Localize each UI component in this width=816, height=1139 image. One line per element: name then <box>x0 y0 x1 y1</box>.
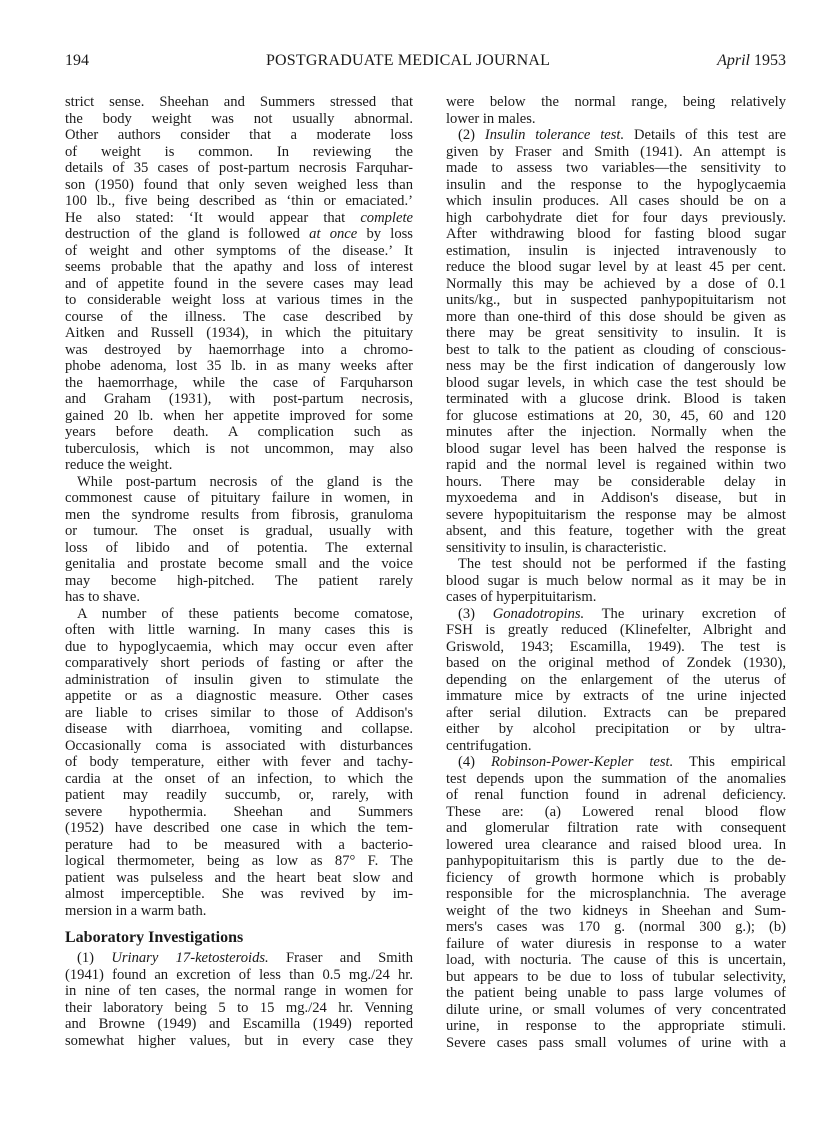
text-line: ness may be the first indication of dangerously low <box>446 358 786 374</box>
text-line: Occasionally coma is associated with disturbances <box>65 737 413 754</box>
right-column <box>446 94 786 1051</box>
text-line: panhypopituitarism this is partly due to the de- <box>446 853 786 869</box>
text-line: men the syndrome results from fibrosis, granuloma <box>65 506 413 523</box>
paragraph <box>65 474 413 606</box>
text-line: of weight and other symptoms of the disease.’ It <box>65 242 413 259</box>
text-line: cases of hyperpituitarism. <box>446 589 597 605</box>
text-line: often with little warning. In many cases this is <box>65 622 413 638</box>
text-line: son (1950) found that only seven weighed less than <box>65 176 413 193</box>
text-line: reduce the weight. <box>65 457 173 473</box>
paragraph <box>446 556 786 606</box>
left-column <box>65 94 413 1049</box>
text-line: due to hypoglycaemia, which may occur even after <box>65 638 413 655</box>
text-line: reduce the blood sugar level by at least 45 per cent. <box>446 259 786 275</box>
text-line: load, with nocturia. The cause of this is uncertain, <box>446 952 786 968</box>
text-line: cardia at the onset of an infection, to which the <box>65 770 413 787</box>
text-line: seems probable that the apathy and loss of interest <box>65 259 413 275</box>
text-line: somewhat higher values, but in every case they <box>65 1032 413 1049</box>
text-line: Aitken and Russell (1934), in which the pituitary <box>65 325 413 341</box>
text-line: may become high-pitched. The patient rarely <box>65 572 413 589</box>
text-line: minutes after the injection. Normally when the <box>446 424 786 440</box>
text-line: details of 35 cases of post-partum necrosis Farquhar- <box>65 160 413 176</box>
text-line: gained 20 lb. when her appetite improved for some <box>65 407 413 424</box>
text-line: test depends upon the summation of the anomalies <box>446 770 786 787</box>
text-line: was destroyed by haemorrhage into a chromo- <box>65 341 413 358</box>
text-line: Severe cases pass small volumes of urine with a <box>446 1034 786 1051</box>
text-line: logical thermometer, being as low as 87° F. The <box>65 853 413 869</box>
text-line: the body weight was not usually abnormal. <box>65 110 413 127</box>
paragraph <box>65 94 413 474</box>
text-line: course of the illness. The case described by <box>65 308 413 325</box>
text-line: of renal function found in adrenal deficiency. <box>446 787 786 803</box>
text-line: based on the original method of Zondek (1930), <box>446 655 786 671</box>
text-line: lowered urea clearance and raised blood urea. In <box>446 836 786 853</box>
text-line: and glomerular filtration rate with consequent <box>446 820 786 836</box>
text-line: insulin and the response to the hypoglycaemia <box>446 176 786 193</box>
paragraph <box>65 606 413 920</box>
text-line: immature mice by extracts of tne urine injected <box>446 688 786 704</box>
text-line: urine, in response to the appropriate stimuli. <box>446 1018 786 1034</box>
text-line: terminated with a glucose drink. Blood is taken <box>446 391 786 407</box>
text-line: but appears to be due to loss of tubular selectivity, <box>446 968 786 985</box>
text-line: absent, and this feature, together with the great <box>446 523 786 539</box>
section-heading: Laboratory Investigations <box>65 929 244 946</box>
text-line: responsible for the microsplanchnia. The average <box>446 886 786 902</box>
text-line: and Graham (1931), with post-partum necrosis, <box>65 391 413 407</box>
text-line: hours. There may be considerable delay in <box>446 473 786 490</box>
text-line: loss of libido and of potentia. The external <box>65 539 413 556</box>
issue-year: 1953 <box>754 52 786 69</box>
italic-term: complete <box>360 209 413 226</box>
text-line: (1941) found an excretion of less than 0.5 mg./24 hr. <box>65 966 413 983</box>
text-line: These are: (a) Lowered renal blood flow <box>446 803 786 820</box>
text-line: their laboratory being 5 to 15 mg./24 hr. Venning <box>65 999 413 1016</box>
text-line: were below the normal range, being relatively <box>446 94 786 110</box>
text-line: appetite or as a diagnostic measure. Other cases <box>65 688 413 704</box>
issue-date <box>717 50 786 72</box>
text-line: units/kg., but in suspected panhypopituitarism not <box>446 292 786 308</box>
text-line: lower in males. <box>446 110 536 127</box>
text-line: comparatively short periods of fasting or after the <box>65 655 413 671</box>
text-line: tuberculosis, which is not uncommon, may also <box>65 440 413 457</box>
text-line: ficiency of growth hormone which is probably <box>446 869 786 886</box>
text-line: Normally this may be achieved by a dose of 0.1 <box>446 275 786 292</box>
text-line: depending on the enlargement of the uterus of <box>446 671 786 688</box>
text-line: after serial dilution. Extracts can be prepared <box>446 704 786 721</box>
text-line: FSH is greatly reduced (Klinefelter, Albright and <box>446 622 786 638</box>
text-line: of body temperature, either with fever and tachy- <box>65 754 413 770</box>
italic-term: Insulin tolerance test. <box>484 127 625 143</box>
italic-term: at once <box>309 226 358 242</box>
text-line: there may be great sensitivity to insulin. It is <box>446 325 786 341</box>
text-line: for glucose estimations at 20, 30, 45, 60 and 120 <box>446 407 786 424</box>
text-line: made to assess two variables—the sensitivity to <box>446 160 786 176</box>
text-line: sensitivity to insulin, is characteristic. <box>446 539 667 556</box>
text-line: Griswold, 1943; Escamilla, 1949). The test is <box>446 638 786 655</box>
text-line: blood sugar is much below normal as it may be in <box>446 572 786 589</box>
text-line: A number of these patients become comatose, <box>77 605 413 622</box>
text-line: failure of water diuresis in response to a water <box>446 935 786 952</box>
italic-term: Robinson-Power-Kepler test. <box>491 754 674 770</box>
text-line: patient was pulseless and the heart beat slow and <box>65 869 413 886</box>
text-line: genitalia and prostate become small and the voice <box>65 556 413 572</box>
text-line: 100 lb., five being described as ‘thin or emaciated.’ <box>65 193 413 209</box>
text-line: destruction of the gland is followed at once by loss <box>65 226 413 242</box>
paragraph <box>446 606 786 755</box>
italic-term: Urinary 17-ketosteroids. <box>111 950 269 966</box>
text-line: either by alcohol precipitation or by ultra- <box>446 721 786 737</box>
text-line: and of appetite found in the severe cases may lead <box>65 275 413 292</box>
paragraph <box>65 950 413 1049</box>
text-line: in nine of ten cases, the normal range in women for <box>65 983 413 999</box>
text-line: which insulin produces. All cases should be on a <box>446 193 786 209</box>
paragraph <box>446 754 786 1051</box>
text-line: are liable to crises similar to those of Addison's <box>65 704 413 721</box>
journal-title: POSTGRADUATE MEDICAL JOURNAL <box>265 52 551 69</box>
text-line: rapid and the normal level is regained within two <box>446 457 786 473</box>
text-line: phobe adenoma, lost 35 lb. in as many weeks after <box>65 358 413 374</box>
text-line: The test should not be performed if the fasting <box>458 556 786 572</box>
page-number: 194 <box>65 52 89 69</box>
text-line: years before death. A complication such as <box>65 424 413 440</box>
text-line: dilute urine, or small volumes of very concentrated <box>446 1001 786 1018</box>
text-line: blood sugar levels, in which case the test should be <box>446 374 786 391</box>
text-line: has to shave. <box>65 589 140 605</box>
paragraph <box>446 127 786 556</box>
text-line: (2) Insulin tolerance test. Details of this test are <box>458 127 786 143</box>
text-line: myxoedema and in Addison's disease, but in <box>446 490 786 506</box>
text-line: high carbohydrate diet for four days previously. <box>446 209 786 226</box>
text-line: disease with diarrhoea, vomiting and collapse. <box>65 721 413 737</box>
text-line: severe hypothermia. Sheehan and Summers <box>65 803 413 820</box>
text-line: given by Fraser and Smith (1941). An attempt is <box>446 143 786 160</box>
text-line: While post-partum necrosis of the gland is the <box>77 473 413 490</box>
text-line: mers's cases was 170 g. (normal 300 g.); (b) <box>446 919 786 935</box>
text-line: (3) Gonadotropins. The urinary excretion of <box>458 605 786 622</box>
italic-term: Gonadotropins. <box>492 605 585 622</box>
text-line: or tumour. The onset is gradual, usually with <box>65 523 413 539</box>
text-line: mersion in a warm bath. <box>65 902 207 919</box>
text-line: centrifugation. <box>446 737 532 754</box>
paragraph <box>446 94 786 127</box>
text-line: He also stated: ‘It would appear that complete <box>65 209 413 226</box>
text-line: administration of insulin given to stimulate the <box>65 671 413 688</box>
text-line: of weight is common. In reviewing the <box>65 143 413 160</box>
text-line: After withdrawing blood for fasting blood sugar <box>446 226 786 242</box>
text-line: (1) Urinary 17-ketosteroids. Fraser and Smith <box>77 950 413 966</box>
text-line: severe hypopituitarism the response may be almost <box>446 506 786 523</box>
text-line: and Browne (1949) and Escamilla (1949) reported <box>65 1016 413 1032</box>
text-line: more than one-third of this dose should be given as <box>446 308 786 325</box>
text-line: to considerable weight loss at various times in the <box>65 292 413 308</box>
text-line: estimation, insulin is injected intravenously to <box>446 242 786 259</box>
text-line: the patient being unable to pass large volumes of <box>446 985 786 1001</box>
issue-month: April <box>717 52 750 69</box>
text-line: the haemorrhage, while the case of Farquharson <box>65 374 413 391</box>
text-line: blood sugar level has been halved the response is <box>446 440 786 457</box>
text-line: commonest cause of pituitary failure in women, in <box>65 490 413 506</box>
text-line: perature had to be measured with a bacterio- <box>65 836 413 853</box>
text-line: (1952) have described one case in which the tem- <box>65 820 413 836</box>
text-line: weight of the two kidneys in Sheehan and Sum- <box>446 902 786 919</box>
text-line: almost imperceptible. She was revived by im- <box>65 886 413 902</box>
text-line: Other authors consider that a moderate loss <box>65 127 413 143</box>
text-line: best to talk to the patient as clouding of conscious- <box>446 341 786 358</box>
text-line: strict sense. Sheehan and Summers stressed that <box>65 94 413 110</box>
text-line: patient may readily succumb, or, rarely, with <box>65 787 413 803</box>
text-line: (4) Robinson-Power-Kepler test. This empirical <box>458 754 786 770</box>
